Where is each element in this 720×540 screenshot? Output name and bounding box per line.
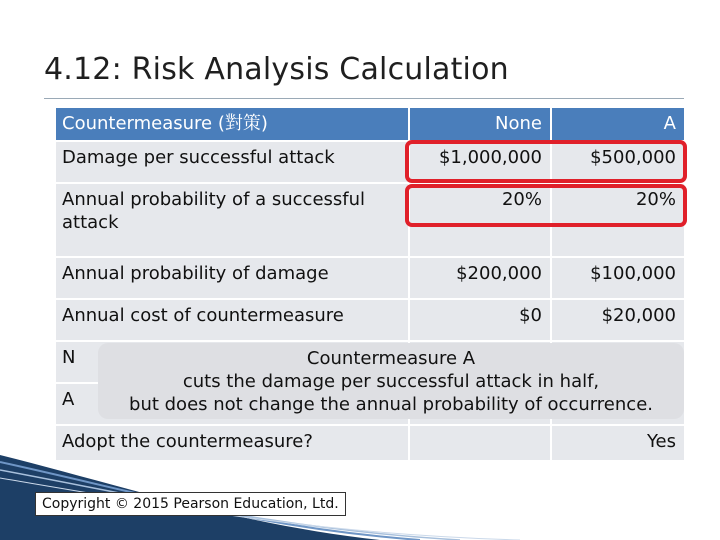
header-a: A xyxy=(552,108,684,140)
row-a-damage: $500,000 xyxy=(552,142,684,182)
row-label-adopt: Adopt the countermeasure? xyxy=(56,426,408,460)
row-label-damage: Damage per successful attack xyxy=(56,142,408,182)
row-label-hidden-2: A xyxy=(56,384,408,424)
row-none-cost: $0 xyxy=(410,300,550,340)
row-none-damage: $1,000,000 xyxy=(410,142,550,182)
row-a-probability: 20% xyxy=(552,184,684,256)
row-label-cost: Annual cost of countermeasure xyxy=(56,300,408,340)
slide-title: 4.12: Risk Analysis Calculation xyxy=(44,52,509,87)
callout-line-2: cuts the damage per successful attack in half, xyxy=(182,371,600,392)
decorative-wave xyxy=(0,440,720,540)
copyright-notice: Copyright © 2015 Pearson Education, Ltd. xyxy=(35,492,346,516)
header-none: None xyxy=(410,108,550,140)
row-label-probability: Annual probability of a successful attack xyxy=(56,184,408,256)
callout-line-3: but does not change the annual probability of occurrence. xyxy=(129,394,653,415)
row-a-cost: $20,000 xyxy=(552,300,684,340)
header-countermeasure: Countermeasure (對策) xyxy=(56,108,408,140)
row-label-prob-damage: Annual probability of damage xyxy=(56,258,408,298)
title-divider xyxy=(44,98,684,99)
row-a-adopt: Yes xyxy=(552,426,684,460)
row-none-prob-damage: $200,000 xyxy=(410,258,550,298)
row-none-probability: 20% xyxy=(410,184,550,256)
row-a-prob-damage: $100,000 xyxy=(552,258,684,298)
highlight-probability-row xyxy=(405,184,687,227)
highlight-damage-row xyxy=(405,140,687,183)
callout-line-1: Countermeasure A xyxy=(306,348,476,369)
row-label-hidden-1: N xyxy=(56,342,408,382)
explanation-callout xyxy=(98,343,684,419)
